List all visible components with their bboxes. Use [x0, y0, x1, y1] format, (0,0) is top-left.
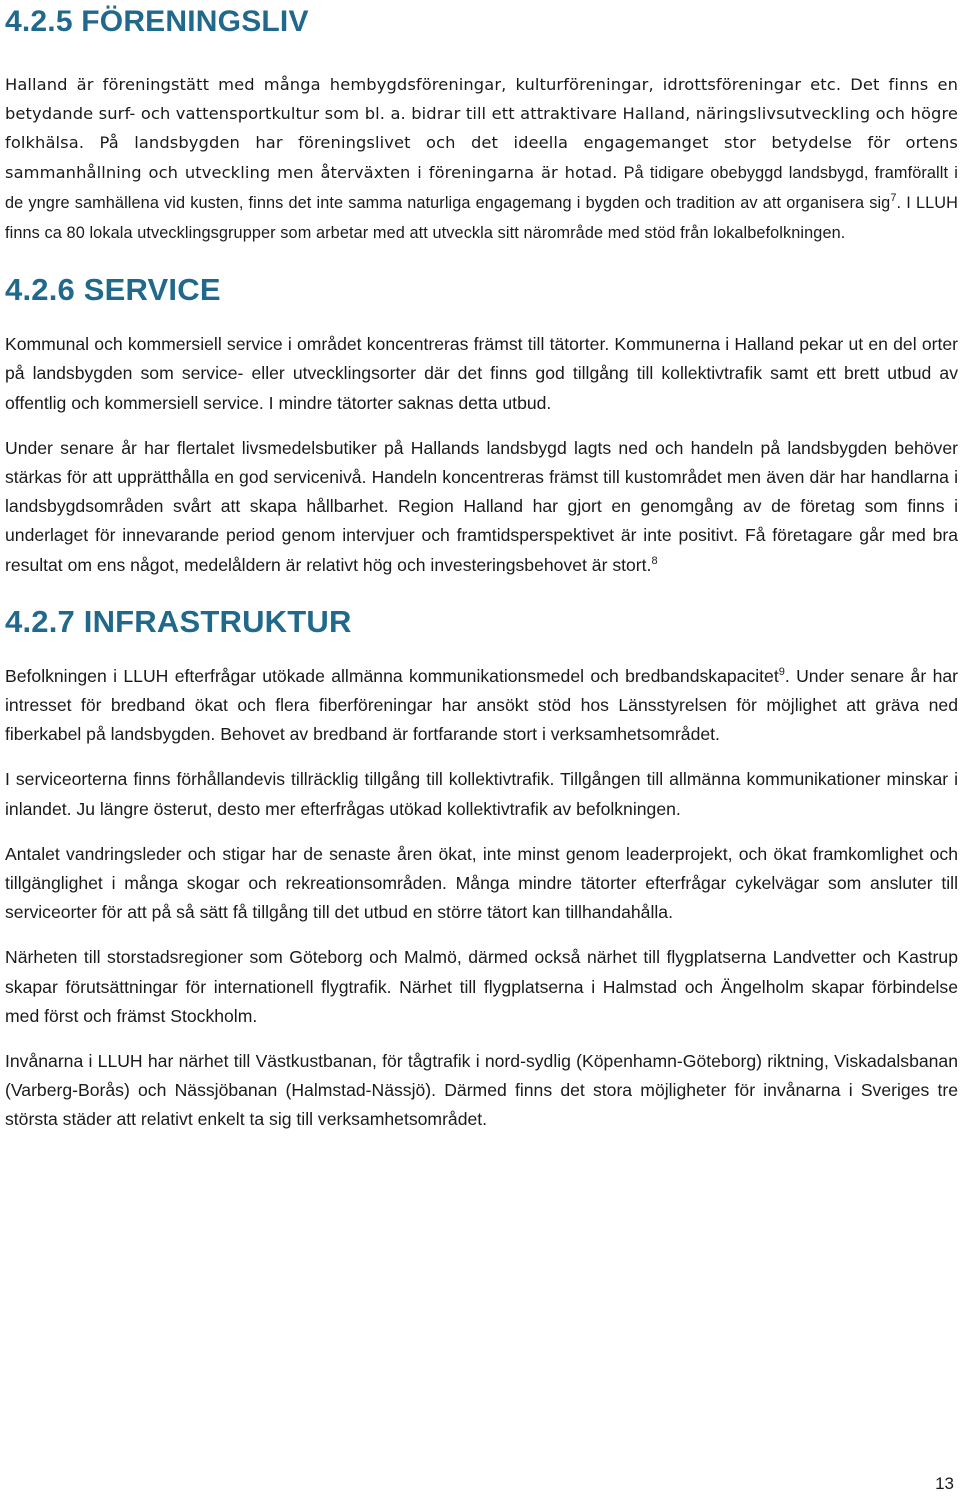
paragraph-infrastruktur-3: Antalet vandringsleder och stigar har de senaste åren ökat, inte minst genom leaderprojekt, och ökat framkomlighet och tillgänglighet i många skogar och rekreationsområden. Många mindre tätorter efterfrågar cykelvägar som ansluter till serviceorter för att på så sätt få tillgång till det utbud en större tätort kan tillhandahålla.	[5, 843, 958, 923]
paragraph-infrastruktur-4: Närheten till storstadsregioner som Göteborg och Malmö, därmed också närhet till flygplatserna Landvetter och Kastrup skapar förutsättningar för internationell flygtrafik. Närhet till flygplatserna i Halmstad och Ängelholm skapar förbindelse med först och främst Stockholm.	[5, 947, 958, 1026]
paragraph-service-1: Kommunal och kommersiell service i området koncentreras främst till tätorter. Kommunerna i Halland pekar ut en del orter på landsbygden som service- eller utvecklingsorter där det finns god tillgång till kollektivtrafik samt ett brett utbud av offentlig och kommersiell service. I mindre tätorter saknas detta utbud.	[5, 334, 958, 413]
footnote-ref-9: 9	[778, 665, 785, 678]
paragraph-text: . I LLUH finns ca 80 lokala utvecklingsgrupper som arbetar med att utveckla sitt närområde med stöd från lokalbefolkningen.	[5, 193, 958, 243]
paragraph-infrastruktur-2: I serviceorterna finns förhållandevis tillräcklig tillgång till kollektivtrafik. Tillgången till allmänna kommunikationer minskar i inlandet. Ju längre österut, desto mer efterfrågas utökad kollektivtrafik av befolkningen.	[5, 769, 958, 819]
paragraph-infrastruktur-1	[5, 662, 958, 750]
section-heading-service: 4.2.6 SERVICE	[5, 272, 221, 308]
page-number: 13	[935, 1474, 954, 1493]
paragraph-service-2	[5, 434, 958, 580]
section-heading-foreningsliv: 4.2.5 FÖRENINGSLIV	[5, 5, 309, 38]
document-page	[5, 0, 958, 1151]
paragraph-foreningsliv	[5, 70, 958, 248]
paragraph-infrastruktur-5: Invånarna i LLUH har närhet till Västkustbanan, för tågtrafik i nord-sydlig (Köpenhamn-Göteborg) riktning, Viskadalsbanan (Varberg-Borås) och Nässjöbanan (Halmstad-Nässjö). Därmed finns det stora möjligheter för invånarna i Sveriges tre största städer att relativt enkelt ta sig till verksamhetsområdet.	[5, 1051, 958, 1130]
footnote-ref-8: 8	[651, 554, 658, 567]
section-heading-infrastruktur: 4.2.7 INFRASTRUKTUR	[5, 603, 352, 639]
paragraph-text: På tidigare obebyggd landsbygd, framförallt i de yngre samhällena vid kusten, finns det inte samma naturliga engagemang i bygden och tradition av att organisera sig	[5, 163, 958, 212]
footnote-ref-7: 7	[890, 191, 897, 204]
paragraph-text: Befolkningen i LLUH efterfrågar utökade allmänna kommunikationsmedel och bredbandskapacitet	[5, 665, 779, 686]
paragraph-text: . Under senare år har intresset för bredband ökat och flera fiberföreningar har ansökt stöd hos Länsstyrelsen för möjlighet att gräva ned fiberkabel på landsbygden. Behovet av bredband är fortfarande stort i verksamhetsområdet.	[5, 665, 958, 745]
paragraph-text: Halland är föreningstätt med många hembygdsföreningar, kulturföreningar, idrottsföreningar etc. Det finns en betydande surf- och vattensportkultur som bl. a. bidrar till ett attraktivare Halland, näringslivsutveckling och högre folkhälsa. På landsbygden har föreningslivet och det ideella engagemanget stor betydelse för ortens sammanhållning och utveckling men återväxten i föreningarna är hotad.	[5, 75, 958, 182]
paragraph-text: Under senare år har flertalet livsmedelsbutiker på Hallands landsbygd lagts ned och handeln på landsbygden behöver stärkas för att upprätthålla en god servicenivå. Handeln koncentreras främst till kustområdet men även där har handlarna i landsbygdsområden svårt att skapa hållbarhet. Region Halland har gjort en genomgång av de företag som finns i underlaget för innevarande period genom intervjuer och framtidsperspektivet är inte positivt. Få företagare går med bra resultat om ens något, medelåldern är relativt hög och investeringsbehovet är stort.	[5, 437, 958, 575]
